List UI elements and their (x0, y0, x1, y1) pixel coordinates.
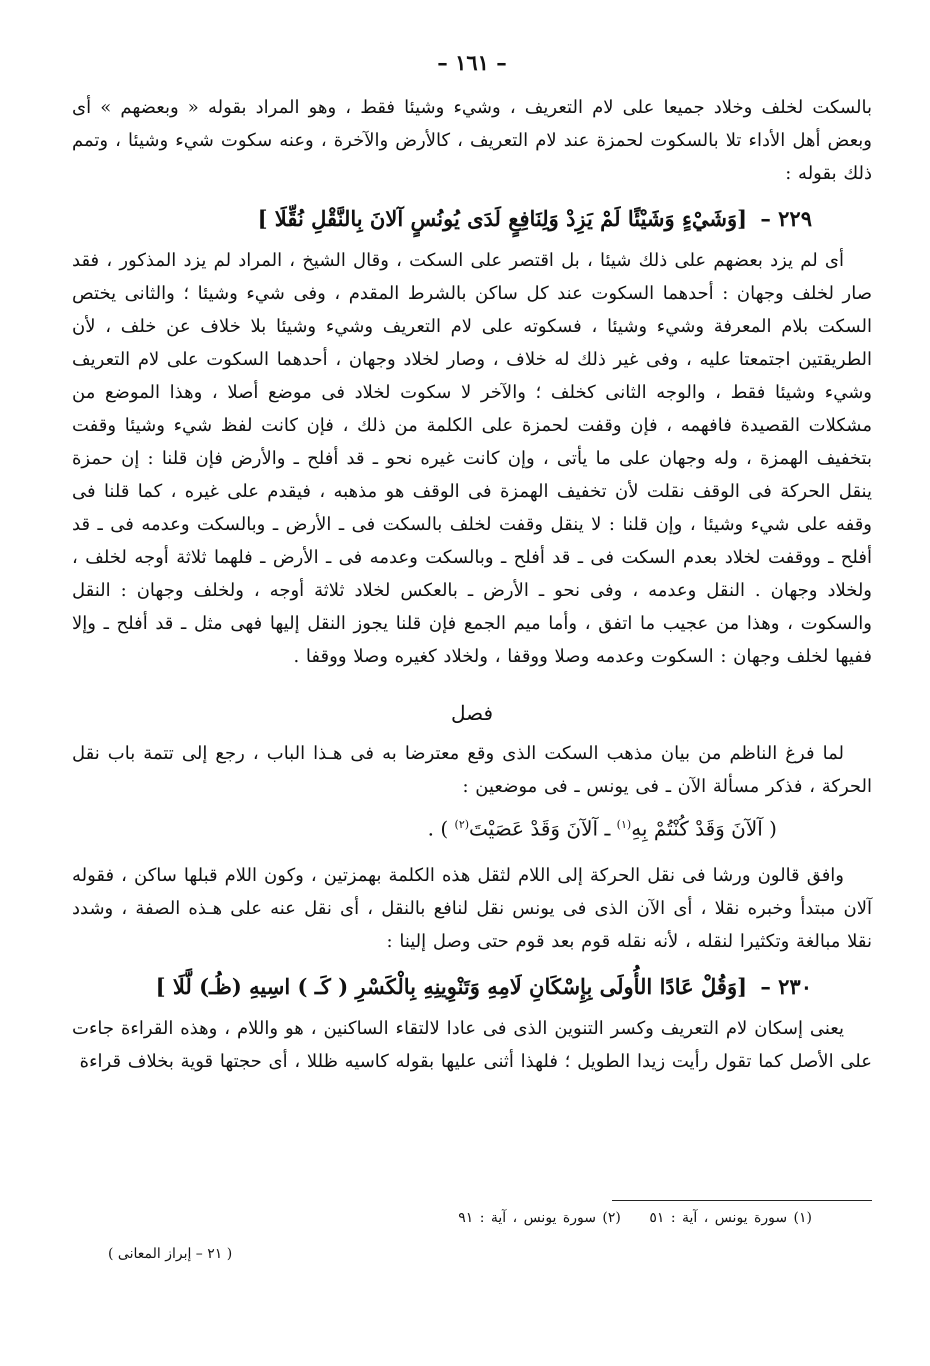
verse-229 (72, 200, 872, 238)
quote-open: ( (762, 816, 777, 841)
page-number: – ١٦١ – (437, 50, 507, 75)
footnote-ref-2: (٢) (454, 818, 470, 831)
signature-marker: ( ٢١ – إبراز المعانى ) (108, 1246, 233, 1262)
footnote-1: (١) سورة يونس ، آية : ٥١ (649, 1210, 812, 1226)
verse-number: ٢٢٩ – (760, 206, 812, 231)
footnote-2: (٢) سورة يونس ، آية : ٩١ (458, 1210, 621, 1226)
quote-close: ) . (427, 816, 455, 841)
footnote-divider (612, 1200, 872, 1201)
quote-separator: ـ (598, 816, 617, 841)
paragraph-intro: بالسكت لخلف وخلاد جميعا على لام التعريف ، وشيء وشيئا فقط ، وهو المراد بقوله « وبعضهم » أى وبعض أهل الأداء تلا بالسكوت لحمزة عند لام التعريف ، كالأرض والآخرة ، وعنه سكوت شيء وشيئا ، وتمم ذلك بقوله : (72, 97, 872, 184)
verse-number: ٢٣٠ – (760, 973, 812, 999)
verse-text: [وَقُلْ عَادًا الأُولَى بِإِسْكَانِ لَامِهِ وَتَنْوِينِهِ بِالْكَسْرِ ( كَـ ) اسِيهِ (ظُـ) لَّلَا ] (155, 973, 748, 999)
footnote-ref-1: (١) (616, 818, 632, 831)
paragraph-final: يعنى إسكان لام التعريف وكسر التنوين الذى فى عادا لالتقاء الساكنين ، هو واللام ، وهذه القراءة جاءت على الأصل كما تقول رأيت زيدا الطويل ؛ فلهذا أثنى عليها بقوله كاسيه ظللا ، أى حجتها قوية بخلاف قراءة (72, 1017, 872, 1072)
quote-part-1: آلآنَ وَقَدْ كُنْتُمْ بِهِ (631, 816, 763, 841)
section-title: فصل (450, 701, 494, 725)
page-body (72, 50, 872, 1078)
verse-text: [وَشَيْءٍ وَشَيْئًا لَمْ يَزِدْ وَلِنَافِعٍ لَدَى يُونُسٍ آلانَ بِالنَّقْلِ نُقِّلَا ] (257, 206, 748, 231)
footnote-line (72, 1207, 872, 1229)
paragraph-explanation: وافق قالون ورشا فى نقل الحركة إلى اللام لثقل هذه الكلمة بهمزتين ، وكون اللام قبلها ساكن ، فقوله آلان مبتدأ وخبره نقلا ، أى الآن الذى فى يونس نقل لنافع بالنقل ، أى نقل عنه على هـذه الصفة ، وشدد نقلا مبالغة وتكثيرا لنقله ، لأنه نقله قوم بعد قوم حتى وصل إلينا : (72, 864, 872, 952)
quote-part-2: آلآنَ وَقَدْ عَصَيْتَ (469, 816, 599, 841)
footnotes (72, 1200, 872, 1229)
paragraph-commentary: أى لم يزد بعضهم على ذلك شيئا ، بل اقتصر على السكت ، وقال الشيخ ، المراد لم يزد المذكور ، فقد صار لخلف وجهان : أحدهما السكوت عند كل ساكن بالشرط المقدم ، وفى شيء وشيئا ؛ والثانى يختص السكت بلام المعرفة وشيء وشيئا ، فسكوته على لام التعريف وشيء وشيئا بلا خلاف عن خلف ، لأن الطريقتين اجتمعتا عليه ، وفى غير ذلك له خلاف ، وصار لخلاد وجهان ، أحدهما السكوت على لام التعريف وشيء وشيئا فقط ، والوجه الثانى كخلف ؛ والآخر لا سكوت لخلاد فى موضع أصلا ، وهذا الموضع من مشكلات القصيدة فافهمه ، فإن وقفت لحمزة على الكلمة من ذلك ، فإن كانت لفظ شيء وشيئا وقفت بتخفيف الهمزة ، وله وجهان على ما يأتى ، وإن كانت غيره نحو ـ قد أفلح ـ والأرض فإن قلنا : إن حمزة ينقل الحركة فى الوقف نقلت لأن تخفيف الهمزة فى الوقف هو مذهبه ، فيقدم على غيره ، كما قلنا فى وقفه على شيء وشيئا ، وإن قلنا : لا ينقل وقفت لخلف بالسكت فى ـ الأرض ـ وبالسكت وعدمه فى ـ قد أفلح ـ ووقفت لخلاد بعدم السكت فى ـ قد أفلح ـ وبالسكت وعدمه فى ـ الأرض ـ فلهما ثلاثة أوجه لخلف ، ولخلاد وجهان . النقل وعدمه ، وفى نحو ـ الأرض ـ بالعكس لخلاد ثلاثة أوجه ، ولخلف وجهان : النقل والسكوت ، وهذا من عجيب ما اتفق ، وأما ميم الجمع فإن قلنا يجوز النقل إليها فهى مثل ـ قد أفلح ـ وإلا ففيها لخلف وجهان : السكوت وعدمه وصلا ووقفا ، ولخلاد كغيره وصلا ووقفا . (72, 250, 872, 667)
verse-230 (72, 968, 872, 1006)
quran-quote (72, 807, 872, 847)
paragraph-section-intro: لما فرغ الناظم من بيان مذهب السكت الذى وقع معترضا به فى هـذا الباب ، رجع إلى تتمة باب نقل الحركة ، فذكر مسألة الآن ـ فى يونس ـ فى موضعين : (72, 743, 872, 797)
